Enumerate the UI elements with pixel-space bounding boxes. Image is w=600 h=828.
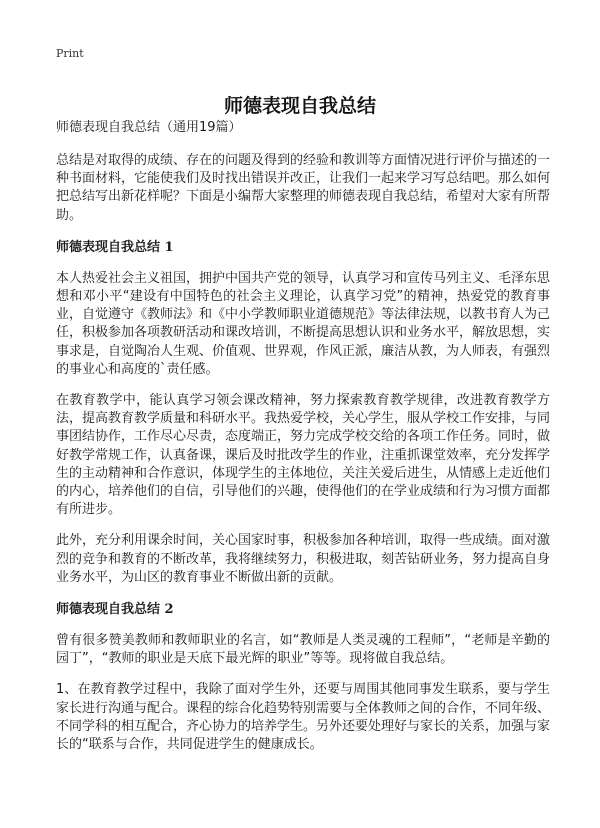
section-2-paragraph-2: 1、在教育教学过程中，我除了面对学生外，还要与周围其他同事发生联系，要与学生家长进行沟通与配合。课程的综合化趋势特别需要与全体教师之间的合作，不同年级、不同学科的相互配合，齐心协力的培养学生。另外还要处理好与家长的关系，加强与家长的“联系与合作，共同促进学生的健康成长。: [56, 682, 551, 753]
intro-paragraph: 总结是对取得的成绩、存在的问题及得到的经验和教训等方面情况进行评价与描述的一种书面材料，它能使我们及时找出错误并改正，让我们一起来学习写总结吧。那么如何把总结写出新花样呢？下面是小编帮大家整理的师德表现自我总结，希望对大家有所帮助。: [56, 153, 551, 223]
page-title: 师德表现自我总结: [223, 94, 376, 117]
document-subtitle: 师德表现自我总结（通用19篇）: [56, 120, 242, 135]
print-label: Print: [56, 47, 84, 60]
document-body: [56, 118, 550, 767]
section-1-paragraph-1: 本人热爱社会主义祖国，拥护中国共产党的领导，认真学习和宣传马列主义、毛泽东思想和邓小平“建设有中国特色的社会主义理论，认真学习党”的精神，热爱党的教育事业，自觉遵守《教师法》和《中小学教师职业道德规范》等法律法规，以教书育人为己任，积极参加各项教研活动和课改培训，不断提高思想认识和业务水平，解放思想，实事求是，自觉陶冶人生观、价值观、世界观，作风正派，廉洁从教，为人师表，有强烈的事业心和高度的`责任感。: [56, 270, 551, 377]
section-1-paragraph-3: 此外，充分利用课余时间，关心国家时事，积极参加各种培训，取得一些成绩。面对激烈的竞争和教育的不断改革，我将继续努力，积极进取，刻苦钻研业务，努力提高自身业务水平，为山区的教育事业不断做出新的贡献。: [56, 533, 551, 585]
section-1-heading: 师德表现自我总结 1: [56, 239, 174, 255]
section-2-heading: 师德表现自我总结 2: [56, 602, 174, 618]
section-1-paragraph-2: 在教育教学中，能认真学习领会课改精神，努力探索教育教学规律，改进教育教学方法，提高教育教学质量和科研水平。我热爱学校，关心学生，服从学校工作安排，与同事团结协作，工作尽心尽责，态度端正，努力完成学校交给的各项工作任务。同时，做好教学常规工作，认真备课，课后及时批改学生的作业，注重抓课堂效率，充分发挥学生的主动精神和合作意识，体现学生的主体地位，关注关爱后进生，从情感上走近他们的内心，培养他们的自信，引导他们的兴趣，使得他们的在学业成绩和行为习惯方面都有所进步。: [56, 393, 551, 518]
section-2-paragraph-1: 曾有很多赞美教师和教师职业的名言，如“教师是人类灵魂的工程师”，“老师是辛勤的园丁”，“教师的职业是天底下最光辉的职业”等等。现将做自我总结。: [56, 633, 550, 667]
